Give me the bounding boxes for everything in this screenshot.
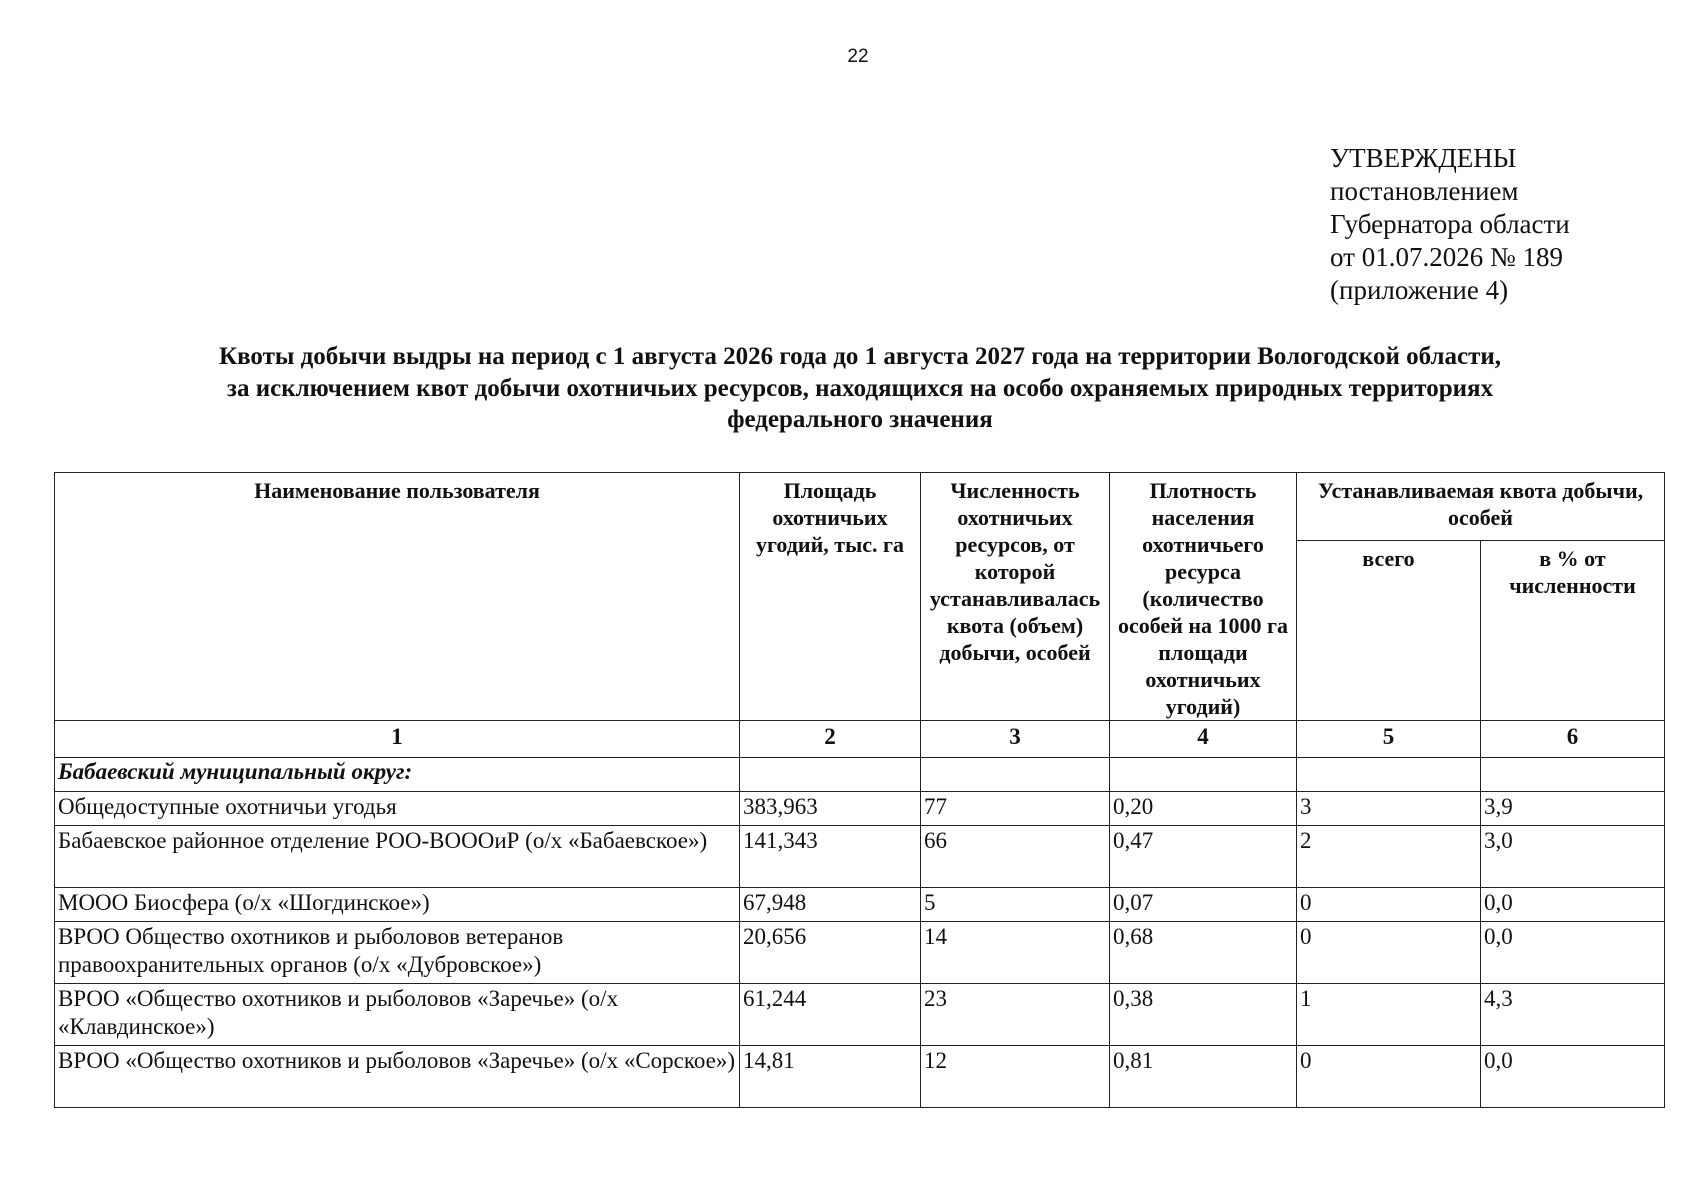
cell-user-name: Бабаевское районное отделение РОО-ВОООиР (о/х «Бабаевское») [55, 826, 740, 888]
cell-population: 66 [921, 826, 1110, 888]
column-number: 2 [740, 721, 921, 758]
table-row [55, 826, 1665, 888]
column-number: 3 [921, 721, 1110, 758]
empty-cell [921, 758, 1110, 792]
header-population: Численность охотничьих ресурсов, от которой устанавливалась квота (объем) добычи, особей [921, 473, 1110, 721]
cell-density: 0,20 [1110, 792, 1297, 826]
cell-user-name: Общедоступные охотничьи угодья [55, 792, 740, 826]
cell-density: 0,81 [1110, 1046, 1297, 1108]
empty-cell [1481, 758, 1665, 792]
cell-quota-percent: 3,9 [1481, 792, 1665, 826]
header-quota-group: Устанавливаемая квота добычи, особей [1297, 473, 1665, 541]
cell-area: 20,656 [740, 922, 921, 984]
quota-table [54, 472, 1665, 1108]
cell-quota-total: 0 [1297, 922, 1481, 984]
cell-quota-percent: 3,0 [1481, 826, 1665, 888]
cell-population: 5 [921, 888, 1110, 922]
empty-cell [740, 758, 921, 792]
approval-line-5: (приложение 4) [1330, 275, 1509, 305]
column-number: 4 [1110, 721, 1297, 758]
cell-quota-percent: 0,0 [1481, 888, 1665, 922]
header-area: Площадь охотничьих угодий, тыс. га [740, 473, 921, 721]
approval-line-2: постановлением [1330, 176, 1519, 206]
table-body [55, 721, 1665, 1108]
document-title [60, 341, 1660, 436]
header-name: Наименование пользователя [55, 473, 740, 721]
cell-population: 12 [921, 1046, 1110, 1108]
cell-area: 141,343 [740, 826, 921, 888]
header-density: Плотность населения охотничьего ресурса (количество особей на 1000 га площади охотничьих угодий) [1110, 473, 1297, 721]
table-row [55, 922, 1665, 984]
cell-user-name: ВРОО «Общество охотников и рыболовов «Заречье» (о/х «Клавдинское») [55, 984, 740, 1046]
approval-line-4: от 01.07.2026 № 189 [1330, 242, 1563, 272]
column-number: 6 [1481, 721, 1665, 758]
section-row [55, 758, 1665, 792]
cell-area: 61,244 [740, 984, 921, 1046]
cell-quota-total: 1 [1297, 984, 1481, 1046]
table-row [55, 1046, 1665, 1108]
cell-quota-percent: 0,0 [1481, 922, 1665, 984]
cell-quota-total: 0 [1297, 1046, 1481, 1108]
cell-quota-total: 2 [1297, 826, 1481, 888]
header-quota-percent: в % от численности [1481, 541, 1665, 721]
cell-user-name: ВРОО Общество охотников и рыболовов ветеранов правоохранительных органов (о/х «Дубровское») [55, 922, 740, 984]
table-header [55, 473, 1665, 721]
cell-quota-percent: 4,3 [1481, 984, 1665, 1046]
approval-line-3: Губернатора области [1330, 209, 1570, 239]
cell-population: 77 [921, 792, 1110, 826]
empty-cell [1110, 758, 1297, 792]
cell-user-name: ВРОО «Общество охотников и рыболовов «Заречье» (о/х «Сорское») [55, 1046, 740, 1108]
cell-area: 383,963 [740, 792, 921, 826]
cell-quota-total: 3 [1297, 792, 1481, 826]
column-number: 1 [55, 721, 740, 758]
table-row [55, 888, 1665, 922]
title-line-3: федерального значения [727, 406, 993, 433]
header-quota-total: всего [1297, 541, 1481, 721]
column-number: 5 [1297, 721, 1481, 758]
approval-block [1330, 142, 1570, 307]
cell-quota-percent: 0,0 [1481, 1046, 1665, 1108]
page-number: 22 [847, 46, 869, 67]
table-row [55, 792, 1665, 826]
cell-density: 0,07 [1110, 888, 1297, 922]
cell-population: 23 [921, 984, 1110, 1046]
cell-area: 14,81 [740, 1046, 921, 1108]
cell-area: 67,948 [740, 888, 921, 922]
cell-user-name: МООО Биосфера (о/х «Шогдинское») [55, 888, 740, 922]
cell-density: 0,68 [1110, 922, 1297, 984]
table-row [55, 984, 1665, 1046]
approval-line-1: УТВЕРЖДЕНЫ [1330, 143, 1517, 173]
title-line-1: Квоты добычи выдры на период с 1 августа 2026 года до 1 августа 2027 года на территории Вологодской области, [218, 343, 1502, 370]
cell-density: 0,47 [1110, 826, 1297, 888]
cell-quota-total: 0 [1297, 888, 1481, 922]
cell-density: 0,38 [1110, 984, 1297, 1046]
cell-population: 14 [921, 922, 1110, 984]
section-label: Бабаевский муниципальный округ: [55, 758, 740, 792]
column-number-row [55, 721, 1665, 758]
title-line-2: за исключением квот добычи охотничьих ресурсов, находящихся на особо охраняемых природных территориях [226, 374, 1494, 402]
empty-cell [1297, 758, 1481, 792]
